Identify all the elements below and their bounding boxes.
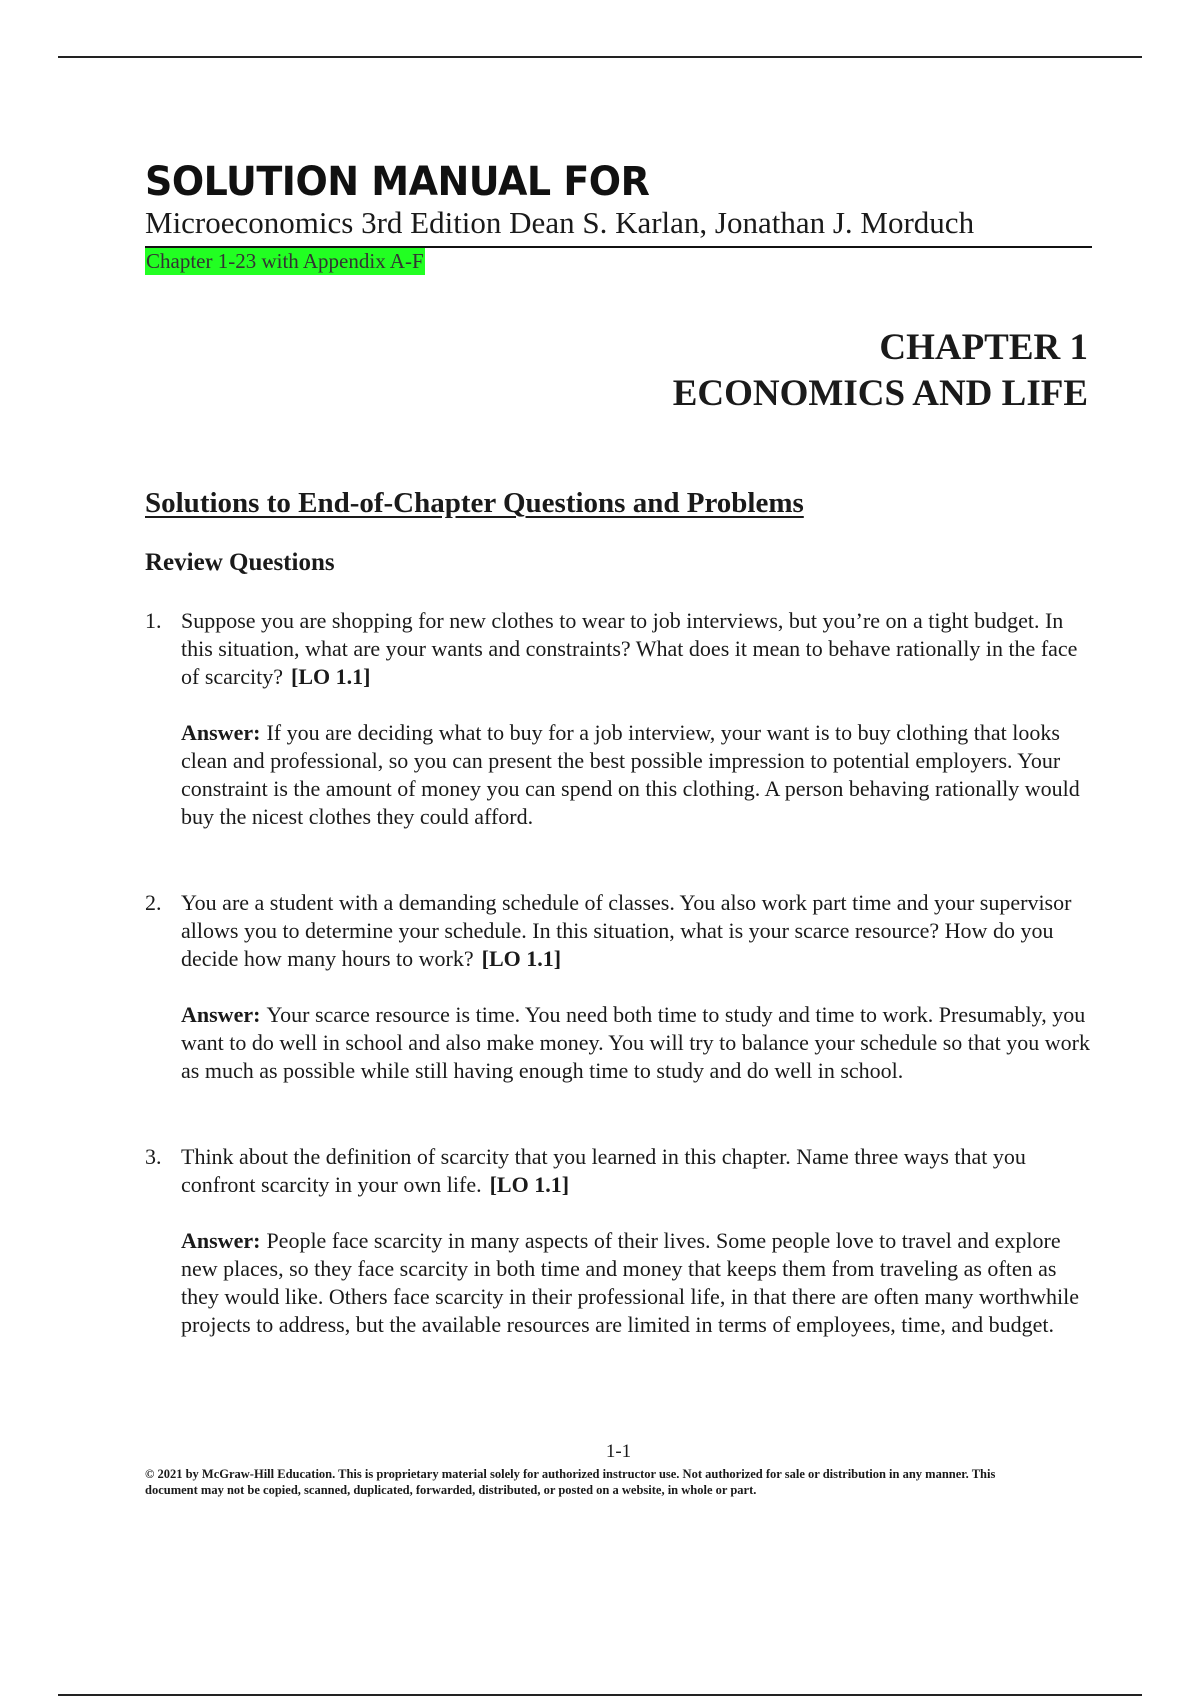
- answer-label: Answer:: [181, 720, 261, 745]
- section-title: Solutions to End-of-Chapter Questions and Problems: [145, 487, 804, 519]
- question-body: Suppose you are shopping for new clothes to wear to job interviews, but you’re on a tight budget. In this situation, what are your wants and constraints? What does it mean to behave rationally in the face of scarcity?: [181, 608, 1078, 689]
- top-page-rule: [58, 56, 1142, 58]
- review-questions-heading: Review Questions: [145, 549, 335, 576]
- page-content: [145, 158, 1092, 1397]
- question-number: 2.: [145, 890, 162, 915]
- chapter-number: CHAPTER 1: [879, 327, 1088, 368]
- bottom-page-rule: [58, 1694, 1142, 1696]
- question-number: 1.: [145, 608, 162, 633]
- learning-objective-tag: [LO 1.1]: [481, 946, 562, 971]
- question-number: 3.: [145, 1144, 162, 1169]
- learning-objective-tag: [LO 1.1]: [291, 664, 371, 689]
- chapter-heading: [145, 325, 1092, 417]
- question-item: [145, 607, 1092, 831]
- question-body: Think about the definition of scarcity that you learned in this chapter. Name three ways that you confront scarcity in your own life.: [181, 1144, 1026, 1197]
- answer-text: [181, 1227, 1092, 1339]
- learning-objective-tag: [LO 1.1]: [489, 1172, 570, 1197]
- question-item: [145, 889, 1092, 1085]
- manual-title: SOLUTION MANUAL FOR: [145, 158, 650, 205]
- question-text: [181, 889, 1092, 973]
- page-number: 1-1: [605, 1441, 632, 1462]
- answer-text: [181, 719, 1092, 831]
- answer-body: Your scarce resource is time. You need both time to study and time to work. Presumably, you want to do well in school and also make money. You will try to balance your schedule so that you work as much as possible while still having enough time to study and do well in school.: [181, 1002, 1090, 1083]
- answer-body: People face scarcity in many aspects of their lives. Some people love to travel and explore new places, so they face scarcity in both time and money that keeps them from traveling as often as they would like. Others face scarcity in their professional life, in that there are often many worthwhile projects to address, but the available resources are limited in terms of employees, time, and budget.: [181, 1228, 1080, 1337]
- question-text: [181, 1143, 1092, 1199]
- book-title-line: Microeconomics 3rd Edition Dean S. Karlan, Jonathan J. Morduch: [145, 204, 1092, 248]
- copyright-notice: © 2021 by McGraw-Hill Education. This is proprietary material solely for authorized instructor use. Not authorized for sale or distribution in any manner. This document may not be copied, scanned, duplicated, forwarded, distributed, or posted on a website, in whole or part.: [145, 1467, 996, 1497]
- question-text: [181, 607, 1092, 691]
- chapter-title: ECONOMICS AND LIFE: [672, 373, 1088, 414]
- answer-text: [181, 1001, 1092, 1085]
- answer-label: Answer:: [181, 1002, 261, 1027]
- question-body: You are a student with a demanding schedule of classes. You also work part time and your supervisor allows you to determine your schedule. In this situation, what is your scarce resource? How do you decide how many hours to work?: [181, 890, 1072, 971]
- question-list: [145, 607, 1092, 1339]
- answer-body: If you are deciding what to buy for a job interview, your want is to buy clothing that looks clean and professional, so you can present the best possible impression to potential employers. Your constraint is the amount of money you can spend on this clothing. A person behaving rationally would buy the nicest clothes they could afford.: [181, 720, 1080, 829]
- highlighted-chapter-range: Chapter 1-23 with Appendix A-F: [146, 249, 424, 273]
- answer-label: Answer:: [181, 1228, 261, 1253]
- question-item: [145, 1143, 1092, 1339]
